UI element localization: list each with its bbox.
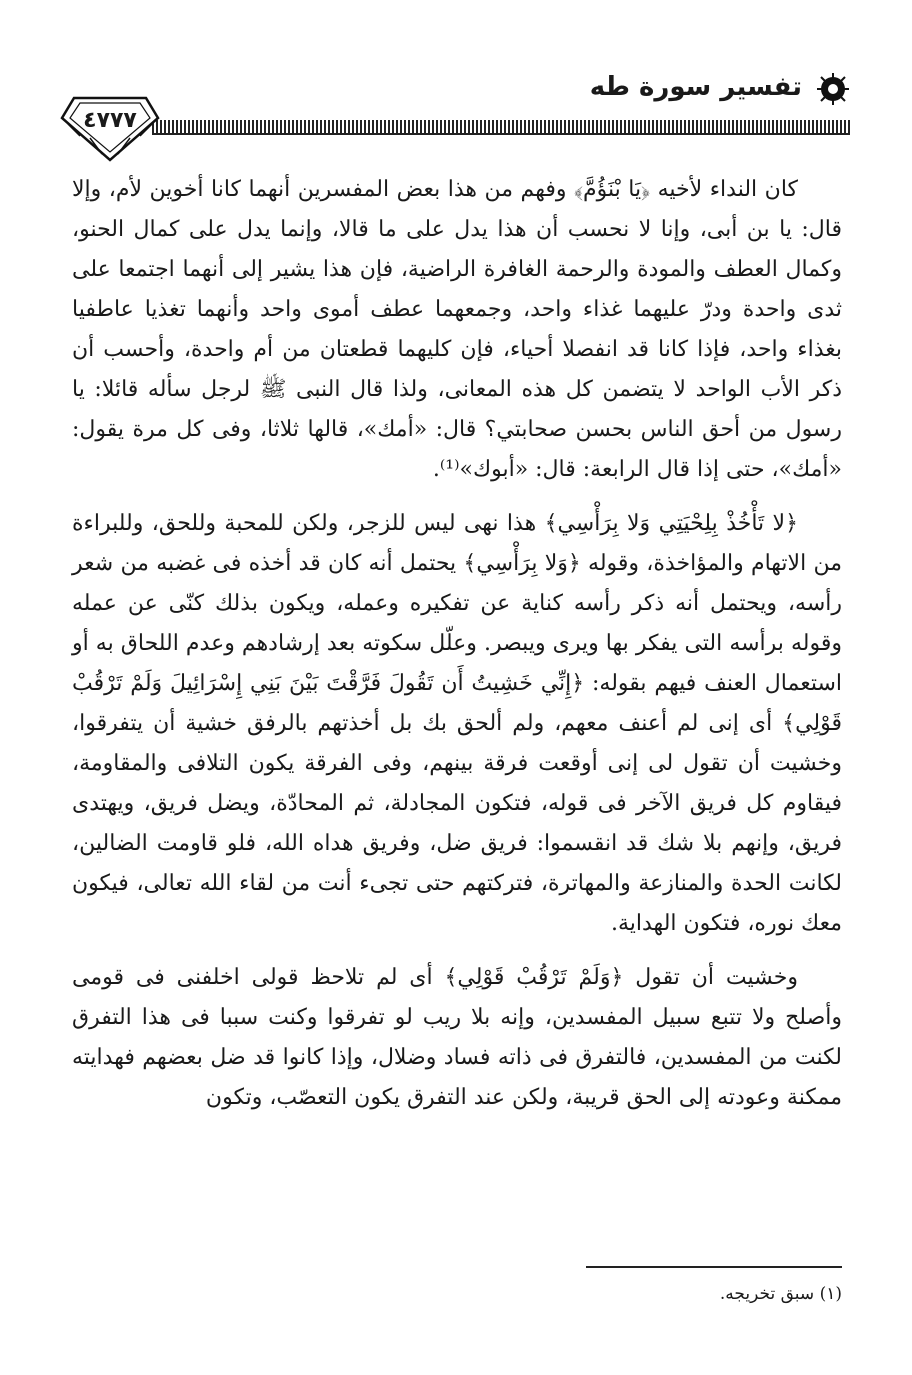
header-rule: [152, 120, 850, 134]
paragraph: وخشيت أن تقول ﴿وَلَمْ تَرْقُبْ قَوْلِي﴾ أى لم تلاحظ قولى اخلفنى فى قومى وأصلح ولا تتبع سبيل المفسدين، وإنه بلا ريب لو تفرقوا وكنت سببا فى هذا التفرق لكنت من المفسدين، فالتفرق فى ذاته فساد وضلال، وإذا كانوا قد ضل بعضهم فهدايته ممكنة وعودته إلى الحق قريبة، ولكن عند التفرق يكون التعصّب، وتكون: [72, 965, 842, 1110]
body-text: [72, 170, 842, 1132]
header-rule-base: [152, 133, 850, 135]
running-title: تفسير سورة طه: [589, 72, 802, 102]
paragraph: كان النداء لأخيه ﴿يَا بْنَؤُمَّ﴾ وفهم من هذا بعض المفسرين أنهما كانا أخوين لأم، وإلا قال: يا بن أبى، وإنا لا نحسب أن هذا يدل على ما قالا، وإنما يدل على كمال الحنو، وكمال العطف والمودة والرحمة الغافرة الراضية، فإن هذا يشير إلى أنهما اجتمعا على ثدى واحدة ودرّ عليهما غذاء واحد، وجمعهما عطف أموى واحد وأنهما تغذيا عاطفيا بغذاء واحد، فإذا كانا قد انفصلا أحياء، فإن كليهما قطعتان من أم واحدة، وأحسب أن ذكر الأب الواحد لا يتضمن كل هذه المعانى، ولذا قال النبى ﷺ لرجل سأله قائلا: يا رسول من أحق الناس بحسن صحابتي؟ قال: «أمك»، قالها ثلاثا، وفى كل مرة يقول: «أمك»، حتى إذا قال الرابعة: قال: «أبوك»⁽¹⁾.: [72, 177, 842, 482]
page-number: ٤٧٧٧: [83, 108, 137, 133]
page-header: [60, 62, 850, 162]
ornament-icon: [816, 72, 850, 106]
footnote: (١) سبق تخريجه.: [719, 1284, 842, 1304]
paragraph: ﴿لا تَأْخُذْ بِلِحْيَتِي وَلا بِرَأْسِي﴾ هذا نهى ليس للزجر، ولكن للمحبة وللحق، وللبراءة من الاتهام والمؤاخذة، وقوله ﴿وَلا بِرَأْسِي﴾ يحتمل أنه كان قد أخذه فى غضبه من شعر رأسه، ويحتمل أنه ذكر رأسه كناية عن تفكيره وعمله، ويكون بذلك كنّى عن عمله وقوله برأسه التى يفكر بها ويرى ويبصر. وعلّل سكوته بعد إرشادهم وعدم اللحاق به أو استعمال العنف فيهم بقوله: ﴿إِنِّي خَشِيتُ أَن تَقُولَ فَرَّقْتَ بَيْنَ بَنِي إِسْرَائِيلَ وَلَمْ تَرْقُبْ قَوْلِي﴾ أى إنى لم أعنف معهم، ولم ألحق بك بل أخذتهم بالرفق خشية أن يتفرقوا، وخشيت أن تقول لى إنى أوقعت فرقة بينهم، وفى الفرقة يكون التلافى والمقاومة، فيقاوم كل فريق الآخر فى قوله، فتكون المجادلة، ثم المحادّة، ويضل فريق، ويهتدى فريق، وإنهم بلا شك قد انقسموا: فريق ضل، وفريق هداه الله، فلو قاومت الضالين، لكانت الحدة والمنازعة والمهاترة، فتركتهم حتى تجىء أنت من لقاء الله تعالى، فيكون معك نوره، فتكون الهداية.: [72, 511, 843, 936]
footnote-separator: [586, 1266, 842, 1268]
